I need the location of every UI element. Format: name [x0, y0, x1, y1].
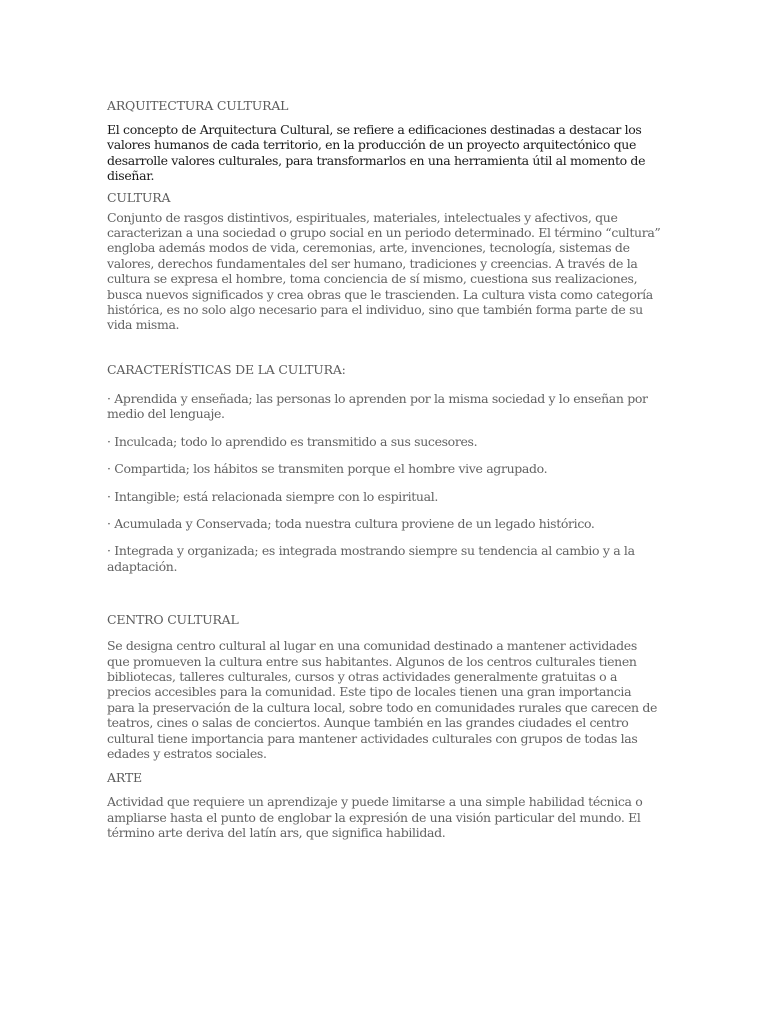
intro-paragraph: El concepto de Arquitectura Cultural, se refiere a edificaciones destinadas a destacar los valores humanos de cada territorio, en la producción de un proyecto arquitectónico que desarrolle valores culturales, para transformarlos en una herramienta útil al momento de diseñar. — [107, 122, 646, 184]
centro-paragraph: Se designa centro cultural al lugar en una comunidad destinado a mantener actividades que promueven la cultura entre sus habitantes. Algunos de los centros culturales tienen bibliotecas, talleres culturales, cursos y otras actividades generalmente gratuitas o a precios accesibles para la comunidad. Este tipo de locales tienen una gran importancia para la preservación de la cultura local, sobre todo en comunidades rurales que carecen de teatros, cines o salas de conciertos. Aunque también en las grandes ciudades el centro cultural tiene importancia para mantener actividades culturales con grupos de todas las edades y estratos sociales. — [107, 638, 658, 761]
list-item: · Intangible; está relacionada siempre con lo espiritual. — [107, 488, 438, 504]
arte-paragraph: Actividad que requiere un aprendizaje y puede limitarse a una simple habilidad técnica o ampliarse hasta el punto de englobar la expresión de una visión particular del mundo. El término arte deriva del latín ars, que significa habilidad. — [107, 794, 643, 841]
cultura-paragraph: Conjunto de rasgos distintivos, espirituales, materiales, intelectuales y afectivos, que caracterizan a una sociedad o grupo social en un periodo determinado. El término “cultura” engloba además modos de vida, ceremonias, arte, invenciones, tecnología, sistemas de valores, derechos fundamentales del ser humano, tradiciones y creencias. A través de la cultura se expresa el hombre, toma conciencia de sí mismo, cuestiona sus realizaciones, busca nuevos significados y crea obras que le trascienden. La cultura vista como categoría histórica, es no solo algo necesario para el individuo, sino que también forma parte de su vida misma. — [107, 209, 661, 333]
list-item: · Acumulada y Conservada; toda nuestra cultura proviene de un legado histórico. — [107, 515, 595, 531]
list-item: · Inculcada; todo lo aprendido es transmitido a sus sucesores. — [107, 433, 478, 449]
list-item: · Compartida; los hábitos se transmiten porque el hombre vive agrupado. — [107, 461, 548, 477]
list-item: · Aprendida y enseñada; las personas lo aprenden por la misma sociedad y lo enseñan por medio del lenguaje. — [107, 390, 648, 422]
document-page — [107, 97, 662, 841]
centro-heading: CENTRO CULTURAL — [107, 612, 239, 628]
caracteristicas-heading: CARACTERÍSTICAS DE LA CULTURA: — [107, 361, 346, 377]
cultura-heading: CULTURA — [107, 189, 171, 205]
arte-heading: ARTE — [107, 770, 142, 786]
list-item: · Integrada y organizada; es integrada mostrando siempre su tendencia al cambio y a la adaptación. — [107, 543, 635, 574]
document-title: ARQUITECTURA CULTURAL — [107, 98, 289, 113]
